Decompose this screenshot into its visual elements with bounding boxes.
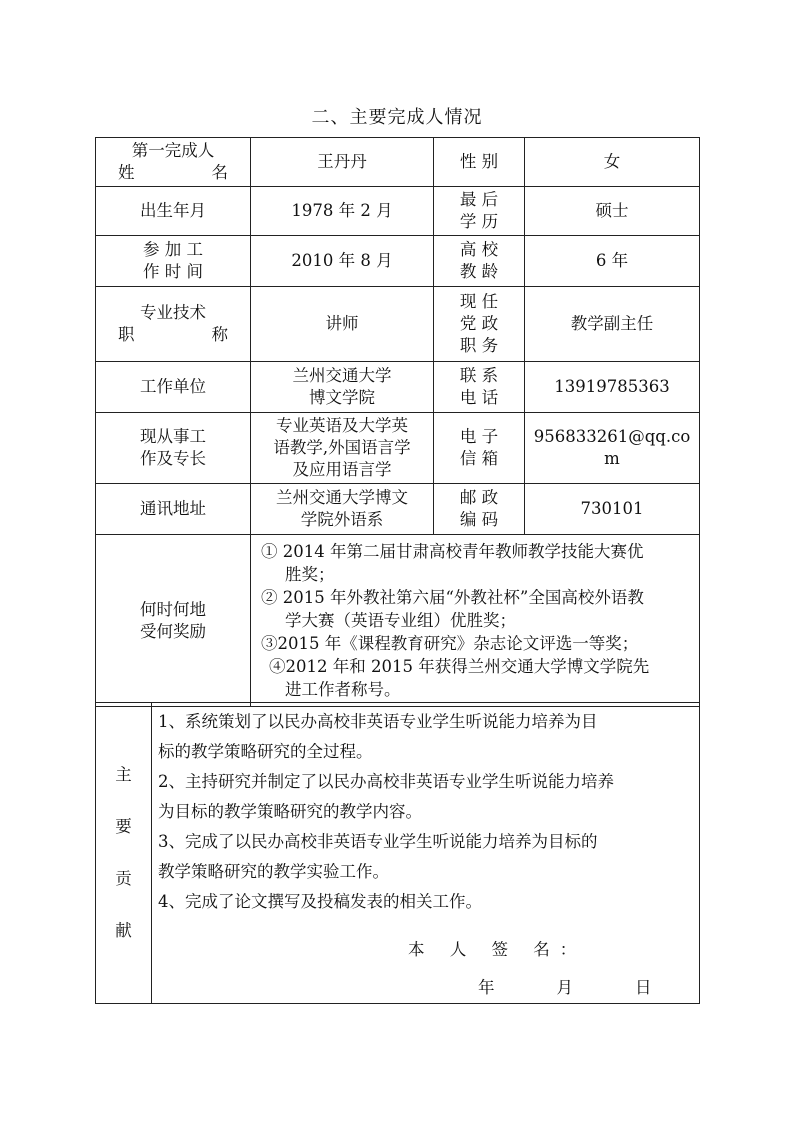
personnel-table <box>95 137 700 707</box>
professional-title-label <box>96 287 251 362</box>
award-line: ③2015 年《课程教育研究》杂志论文评选一等奖； <box>261 634 639 653</box>
awards-label <box>96 535 251 707</box>
award-line: 进工作者称号。 <box>285 680 401 699</box>
birth-value: 1978 年 2 月 <box>251 187 434 236</box>
postcode-label-line1: 邮 政 <box>459 488 499 507</box>
specialty-line2: 语教学,外国语言学 <box>273 438 411 457</box>
current-post-label-line3: 职 务 <box>459 336 499 355</box>
table-row <box>96 535 700 707</box>
table-row <box>96 703 700 1004</box>
email-line1: 956833261@qq.co <box>533 427 691 446</box>
teaching-years-value: 6 年 <box>525 236 700 287</box>
specialty-value <box>251 413 434 484</box>
specialty-label-line2: 作及专长 <box>140 449 206 468</box>
professional-title-label-char1: 职 <box>118 325 135 344</box>
phone-value: 13919785363 <box>525 362 700 413</box>
email-value <box>525 413 700 484</box>
specialty-label-line1: 现从事工 <box>140 427 206 446</box>
contribution-table <box>95 702 700 1004</box>
contribution-label-char: 主 <box>115 765 132 784</box>
award-line: ① 2014 年第二届甘肃高校青年教师教学技能大赛优 <box>261 542 644 561</box>
name-value: 王丹丹 <box>251 138 434 187</box>
email-line2: m <box>604 449 620 468</box>
postcode-label <box>434 484 525 535</box>
address-label: 通讯地址 <box>96 484 251 535</box>
current-post-label-line1: 现 任 <box>459 292 499 311</box>
work-start-label-line1: 参 加 工 <box>143 240 203 259</box>
contribution-label-char: 要 <box>115 817 132 836</box>
awards-list <box>251 535 700 707</box>
phone-label <box>434 362 525 413</box>
teaching-years-label-line1: 高 校 <box>459 240 499 259</box>
table-row <box>96 138 700 187</box>
contribution-line: 1、系统策划了以民办高校非英语专业学生听说能力培养为目 <box>158 712 598 731</box>
contribution-line: 为目标的教学策略研究的教学内容。 <box>158 802 422 821</box>
phone-label-line2: 电 话 <box>459 388 499 407</box>
professional-title-label-char2: 称 <box>211 325 228 344</box>
contribution-label <box>96 703 152 1004</box>
contribution-content <box>152 703 700 1004</box>
phone-label-line1: 联 系 <box>459 366 499 385</box>
work-unit-line2: 博文学院 <box>309 388 375 407</box>
contribution-label-char: 贡 <box>115 869 132 888</box>
date-year-label: 年 <box>478 978 495 997</box>
date-day-label: 日 <box>635 978 652 997</box>
table-row <box>96 484 700 535</box>
awards-label-line2: 受何奖励 <box>140 621 206 641</box>
birth-label: 出生年月 <box>96 187 251 236</box>
awards-label-line1: 何时何地 <box>140 599 206 619</box>
work-start-label <box>96 236 251 287</box>
postcode-value: 730101 <box>525 484 700 535</box>
signature-label: 本 人 签 名： <box>408 940 587 959</box>
award-line: 学大赛（英语专业组）优胜奖； <box>285 611 516 630</box>
gender-value: 女 <box>525 138 700 187</box>
table-row <box>96 287 700 362</box>
contribution-line: 4、完成了论文撰写及投稿发表的相关工作。 <box>158 892 482 911</box>
address-line2: 学院外语系 <box>300 510 384 529</box>
date-month-label: 月 <box>556 978 573 997</box>
contribution-label-char: 献 <box>115 921 132 940</box>
specialty-label <box>96 413 251 484</box>
email-label <box>434 413 525 484</box>
page-title: 二、主要完成人情况 <box>311 107 483 128</box>
teaching-years-label <box>434 236 525 287</box>
contribution-line: 教学策略研究的教学实验工作。 <box>158 862 389 881</box>
specialty-line1: 专业英语及大学英 <box>276 416 408 435</box>
award-line: 胜奖； <box>285 565 335 584</box>
name-label-char2: 名 <box>211 163 228 182</box>
professional-title-label-line1: 专业技术 <box>140 303 206 322</box>
work-unit-value <box>251 362 434 413</box>
name-label <box>96 138 251 187</box>
work-start-label-line2: 作 时 间 <box>143 262 203 281</box>
table-row <box>96 362 700 413</box>
education-label-line1: 最 后 <box>459 190 499 209</box>
email-label-line1: 电 子 <box>459 427 499 446</box>
contribution-line: 2、主持研究并制定了以民办高校非英语专业学生听说能力培养 <box>158 772 614 791</box>
signature-date <box>158 973 693 1003</box>
education-label <box>434 187 525 236</box>
current-post-label-line2: 党 政 <box>459 314 499 333</box>
current-post-label <box>434 287 525 362</box>
education-value: 硕士 <box>525 187 700 236</box>
contribution-line: 3、完成了以民办高校非英语专业学生听说能力培养为目标的 <box>158 832 598 851</box>
teaching-years-label-line2: 教 龄 <box>459 262 499 281</box>
address-line1: 兰州交通大学博文 <box>276 488 408 507</box>
postcode-label-line2: 编 码 <box>459 510 499 529</box>
award-line: ④2012 年和 2015 年获得兰州交通大学博文学院先 <box>269 657 650 676</box>
table-row <box>96 236 700 287</box>
professional-title-value: 讲师 <box>251 287 434 362</box>
work-start-value: 2010 年 8 月 <box>251 236 434 287</box>
contribution-line: 标的教学策略研究的全过程。 <box>158 742 373 761</box>
gender-label: 性 别 <box>434 138 525 187</box>
name-label-char1: 姓 <box>118 163 135 182</box>
work-unit-label: 工作单位 <box>96 362 251 413</box>
email-label-line2: 信 箱 <box>459 449 499 468</box>
education-label-line2: 学 历 <box>459 212 499 231</box>
table-row <box>96 187 700 236</box>
name-label-line1: 第一完成人 <box>131 141 215 160</box>
current-post-value: 教学副主任 <box>525 287 700 362</box>
address-value <box>251 484 434 535</box>
specialty-line3: 及应用语言学 <box>292 460 392 479</box>
work-unit-line1: 兰州交通大学 <box>292 366 392 385</box>
award-line: ② 2015 年外教社第六届“外教社杯”全国高校外语教 <box>261 588 644 607</box>
table-row <box>96 413 700 484</box>
